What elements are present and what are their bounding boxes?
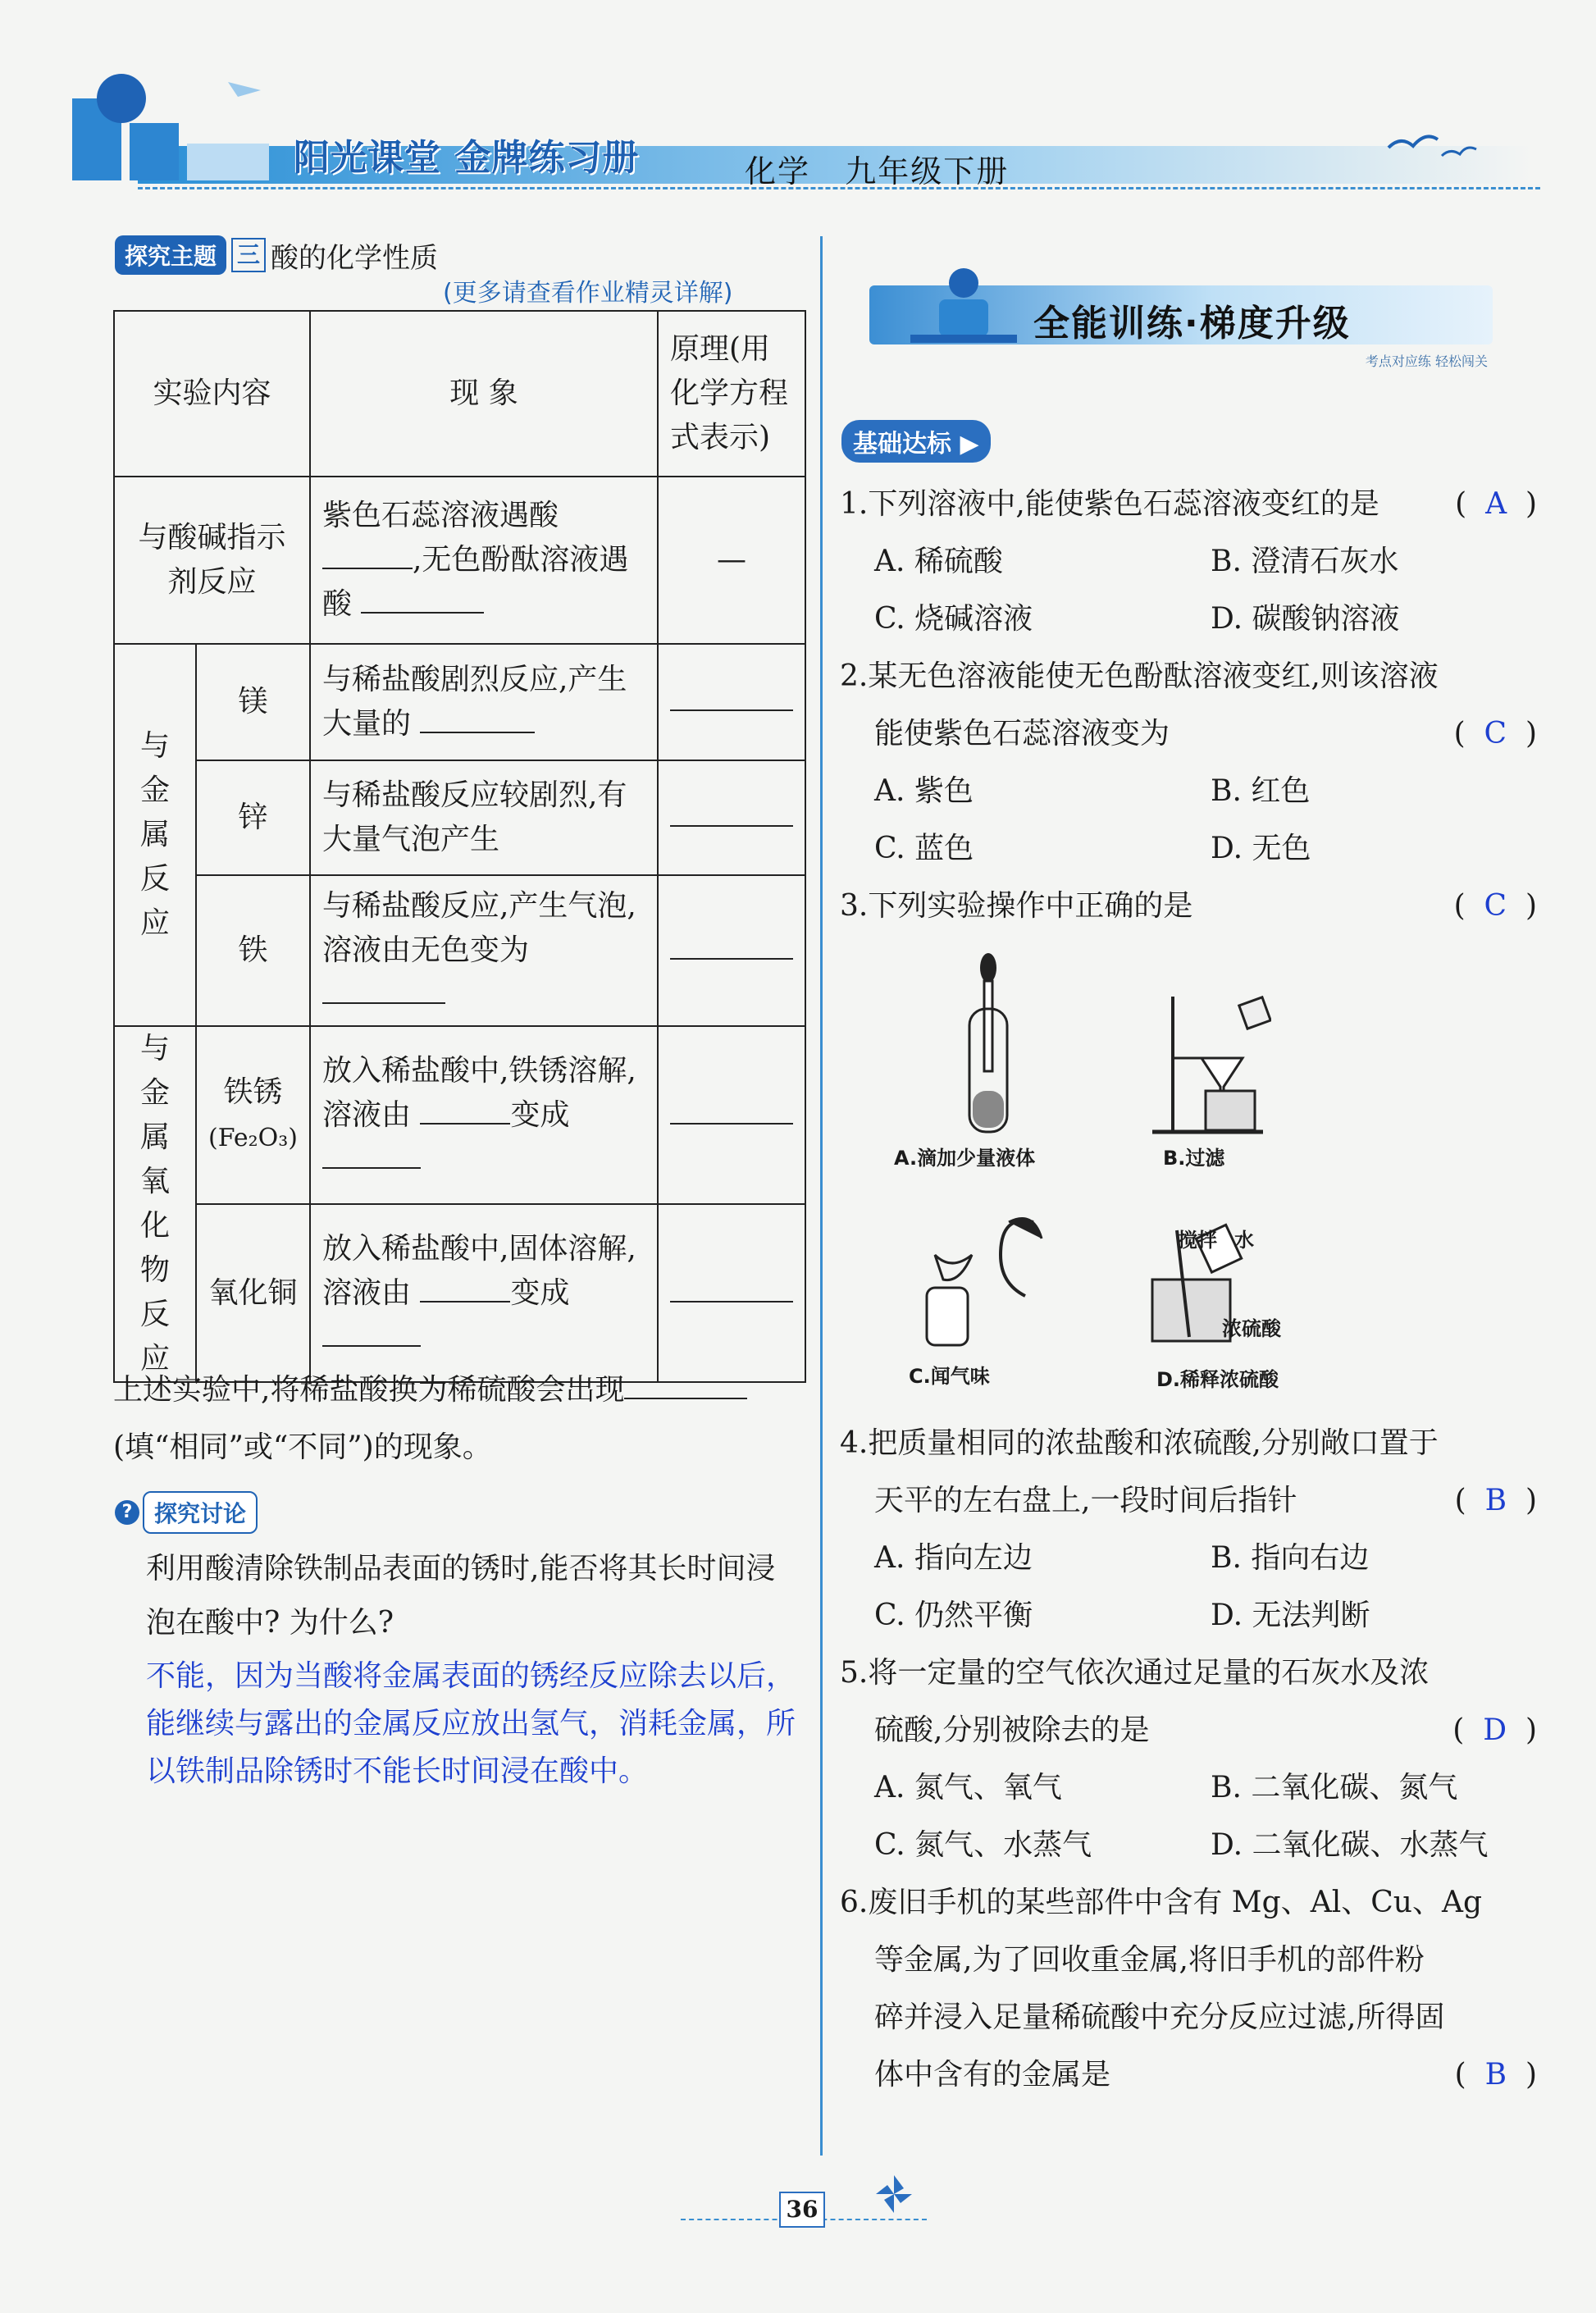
- label-conc-acid: 浓硫酸: [1222, 1317, 1281, 1340]
- q4-option-b: B. 指向右边: [1211, 1541, 1370, 1575]
- q1-option-c: C. 烧碱溶液: [874, 602, 1033, 636]
- q4-option-d: D. 无法判断: [1211, 1599, 1370, 1632]
- principle-cell: [658, 875, 805, 1026]
- fe-text: 与稀盐酸反应,产生气泡,溶液由无色变为: [321, 889, 636, 967]
- banner-subtitle: 考点对应练 轻松闯关: [1365, 354, 1488, 369]
- table-row: [114, 1026, 805, 1204]
- figure-c-smell: [910, 1206, 1050, 1353]
- table-row: [114, 644, 805, 760]
- figure-a-caption: A.滴加少量液体: [894, 1147, 1036, 1170]
- mg-text: 与稀盐酸剧烈反应,产生大量的: [321, 663, 627, 741]
- answer-blank[interactable]: [322, 1139, 421, 1169]
- after-text: [113, 1362, 819, 1476]
- q4-answer[interactable]: B: [1484, 1484, 1507, 1517]
- rust-formula: (Fe₂O₃): [208, 1123, 298, 1152]
- figure-b-filtration: [1148, 992, 1271, 1140]
- discuss-tag: 探究讨论: [143, 1491, 258, 1534]
- question-5: 5.将一定量的空气依次通过足量的石灰水及浓 硫酸,分别被除去的是 ( D ) A. 氮气、氧气 B. 二氧化碳、氮气 C. 氮气、水蒸气 D. 二氧化碳、水蒸气: [840, 1645, 1537, 1874]
- answer-blank[interactable]: [670, 682, 793, 711]
- q5-answer[interactable]: D: [1483, 1713, 1507, 1747]
- cuo-text-2: 变成: [510, 1275, 570, 1310]
- q1-stem: 1.下列溶液中,能使紫色石蕊溶液变红的是: [840, 487, 1379, 521]
- q4-option-c: C. 仍然平衡: [874, 1599, 1033, 1632]
- rust-text-1: 放入稀盐酸中,铁锈溶解,溶液由: [321, 1053, 636, 1132]
- header-content: 实验内容: [114, 311, 310, 477]
- series-title: 阳光课堂 金牌练习册: [294, 137, 640, 179]
- answer-blank[interactable]: [361, 584, 484, 614]
- after-text-2: (填“相同”或“不同”)的现象。: [113, 1430, 492, 1464]
- q5-option-a: A. 氮气、氧气: [874, 1771, 1062, 1804]
- figure-a-dropper: [943, 951, 1033, 1140]
- rust-cell: [310, 1026, 658, 1204]
- discuss-answer: 不能，因为当酸将金属表面的锈经反应除去以后，能继续与露出的金属反应放出氢气，消耗金属，所以铁制品除锈时不能长时间浸在酸中。: [146, 1659, 796, 1788]
- topic-heading: [115, 236, 438, 274]
- answer-blank[interactable]: [670, 1273, 793, 1302]
- indicator-label: 与酸碱指示剂反应: [114, 477, 310, 644]
- discuss-heading: [115, 1491, 258, 1534]
- answer-blank[interactable]: [670, 797, 793, 827]
- after-text-1: 上述实验中,将稀盐酸换为稀硫酸会出现: [113, 1373, 625, 1407]
- header-logo-icon: [23, 66, 294, 197]
- figure-b-caption: B.过滤: [1163, 1147, 1225, 1170]
- basic-tag-label: 基础达标: [853, 430, 951, 458]
- pinwheel-icon: [869, 2174, 919, 2215]
- q4-stem: 4.把质量相同的浓盐酸和浓硫酸,分别敞口置于: [840, 1426, 1439, 1460]
- cuo-label: 氧化铜: [196, 1204, 310, 1382]
- oxide-group-label: 与金属氧化物反应: [114, 1026, 196, 1382]
- answer-blank[interactable]: [624, 1370, 747, 1399]
- q1-option-b: B. 澄清石灰水: [1211, 545, 1399, 578]
- indicator-cell: [310, 477, 658, 644]
- zn-text: 与稀盐酸反应较剧烈,有大量气泡产生: [310, 760, 658, 875]
- q6-stem: 6.废旧手机的某些部件中含有 Mg、Al、Cu、Ag: [840, 1886, 1482, 1919]
- topic-tag: 探究主题: [115, 235, 226, 275]
- question-1: 1.下列溶液中,能使紫色石蕊溶液变红的是 ( A ) A. 稀硫酸 B. 澄清石灰水 C. 烧碱溶液 D. 碳酸钠溶液: [840, 476, 1537, 648]
- q6-stem-4: 体中含有的金属是: [874, 2058, 1111, 2092]
- section-banner: [869, 262, 1493, 369]
- fe-cell: [310, 875, 658, 1026]
- subject-grade: 化学 九年级下册: [745, 153, 1010, 189]
- q2-answer[interactable]: C: [1484, 717, 1507, 750]
- discuss-question: 利用酸清除铁制品表面的锈时,能否将其长时间浸泡在酸中? 为什么?: [146, 1552, 776, 1640]
- page-number: 36: [779, 2192, 825, 2228]
- q6-stem-2: 等金属,为了回收重金属,将旧手机的部件粉: [874, 1943, 1425, 1977]
- arrow-icon: ▶: [960, 430, 979, 458]
- indicator-principle: —: [658, 477, 805, 644]
- q6-stem-3: 碎并浸入足量稀硫酸中充分反应过滤,所得固: [874, 2000, 1445, 2034]
- q1-answer[interactable]: A: [1485, 487, 1507, 521]
- answer-blank[interactable]: [670, 930, 793, 960]
- indicator-text-2: ,无色酚酞溶液遇酸: [321, 543, 629, 621]
- q2-option-b: B. 红色: [1211, 774, 1311, 808]
- principle-cell: [658, 644, 805, 760]
- fe-label: 铁: [196, 875, 310, 1026]
- table-row: [114, 875, 805, 1026]
- cuo-text-1: 放入稀盐酸中,固体溶解,溶液由: [321, 1231, 636, 1310]
- question-2: 2.某无色溶液能使无色酚酞溶液变红,则该溶液 能使紫色石蕊溶液变为 ( C ) A. 紫色 B. 红色 C. 蓝色 D. 无色: [840, 648, 1537, 878]
- column-divider: [820, 236, 823, 2156]
- q2-option-a: A. 紫色: [874, 774, 974, 808]
- experiment-table: [113, 310, 806, 1383]
- q2-option-d: D. 无色: [1211, 832, 1311, 865]
- question-icon: ?: [115, 1500, 139, 1525]
- header-phenomenon: 现 象: [310, 311, 658, 477]
- page-header: [23, 49, 1532, 201]
- q5-stem-2: 硫酸,分别被除去的是: [874, 1713, 1150, 1747]
- cuo-cell: [310, 1204, 658, 1382]
- q2-option-c: C. 蓝色: [874, 832, 974, 865]
- q6-answer[interactable]: B: [1484, 2058, 1507, 2092]
- answer-blank[interactable]: [670, 1095, 793, 1125]
- q1-option-d: D. 碳酸钠溶液: [1211, 602, 1400, 636]
- q5-option-c: C. 氮气、水蒸气: [874, 1828, 1092, 1862]
- q4-option-a: A. 指向左边: [874, 1541, 1033, 1575]
- label-stir: 搅拌: [1178, 1229, 1217, 1252]
- rust-text-2: 变成: [510, 1097, 570, 1132]
- q5-stem: 5.将一定量的空气依次通过足量的石灰水及浓: [840, 1656, 1430, 1690]
- question-3: 3.下列实验操作中正确的是 ( C ): [840, 889, 1537, 923]
- figure-c-caption: C.闻气味: [909, 1365, 990, 1388]
- zn-label: 锌: [196, 760, 310, 875]
- answer-blank[interactable]: [420, 1273, 510, 1302]
- table-row: [114, 477, 805, 644]
- table-row: [114, 760, 805, 875]
- q2-stem: 2.某无色溶液能使无色酚酞溶液变红,则该溶液: [840, 659, 1439, 693]
- question-4: 4.把质量相同的浓盐酸和浓硫酸,分别敞口置于 天平的左右盘上,一段时间后指针 ( B ) A. 指向左边 B. 指向右边 C. 仍然平衡 D. 无法判断: [840, 1415, 1537, 1645]
- q4-stem-2: 天平的左右盘上,一段时间后指针: [874, 1484, 1297, 1517]
- indicator-text-1: 紫色石蕊溶液遇酸: [321, 499, 559, 532]
- answer-blank[interactable]: [322, 540, 413, 569]
- label-water: 水: [1234, 1229, 1254, 1252]
- q1-option-a: A. 稀硫酸: [874, 545, 1003, 578]
- header-principle: 原理(用化学方程式表示): [658, 311, 805, 477]
- q5-option-b: B. 二氧化碳、氮气: [1211, 1771, 1458, 1804]
- figure-d-caption: D.稀释浓硫酸: [1156, 1368, 1279, 1391]
- answer-blank[interactable]: [322, 974, 445, 1004]
- rust-label: 铁锈: [223, 1074, 283, 1109]
- answer-blank[interactable]: [420, 704, 535, 733]
- question-6: 6.废旧手机的某些部件中含有 Mg、Al、Cu、Ag 等金属,为了回收重金属,将旧手机的部件粉 碎并浸入足量稀硫酸中充分反应过滤,所得固 体中含有的金属是 ( B ): [840, 1874, 1537, 2104]
- mg-label: 镁: [196, 644, 310, 760]
- principle-cell: [658, 760, 805, 875]
- birds-icon: [1384, 115, 1483, 164]
- basic-tag: [841, 420, 991, 463]
- table-header-row: [114, 311, 805, 477]
- rust-label-cell: [196, 1026, 310, 1204]
- q2-stem-2: 能使紫色石蕊溶液变为: [874, 717, 1170, 750]
- answer-blank[interactable]: [420, 1095, 510, 1125]
- topic-title: 酸的化学性质: [271, 241, 439, 275]
- mg-cell: [310, 644, 658, 760]
- q3-answer[interactable]: C: [1484, 889, 1507, 923]
- watermark-note: (更多请查看作业精灵详解): [443, 279, 733, 308]
- topic-number: 三: [231, 238, 266, 272]
- principle-cell: [658, 1204, 805, 1382]
- metal-group-label: 与金属反应: [114, 644, 196, 1026]
- principle-cell: [658, 1026, 805, 1204]
- banner-title: 全能训练·梯度升级: [1033, 303, 1351, 344]
- student-icon: [902, 262, 1025, 353]
- q3-stem: 3.下列实验操作中正确的是: [840, 889, 1193, 923]
- table-row: [114, 1204, 805, 1382]
- answer-blank[interactable]: [322, 1317, 421, 1347]
- q5-option-d: D. 二氧化碳、水蒸气: [1211, 1828, 1489, 1862]
